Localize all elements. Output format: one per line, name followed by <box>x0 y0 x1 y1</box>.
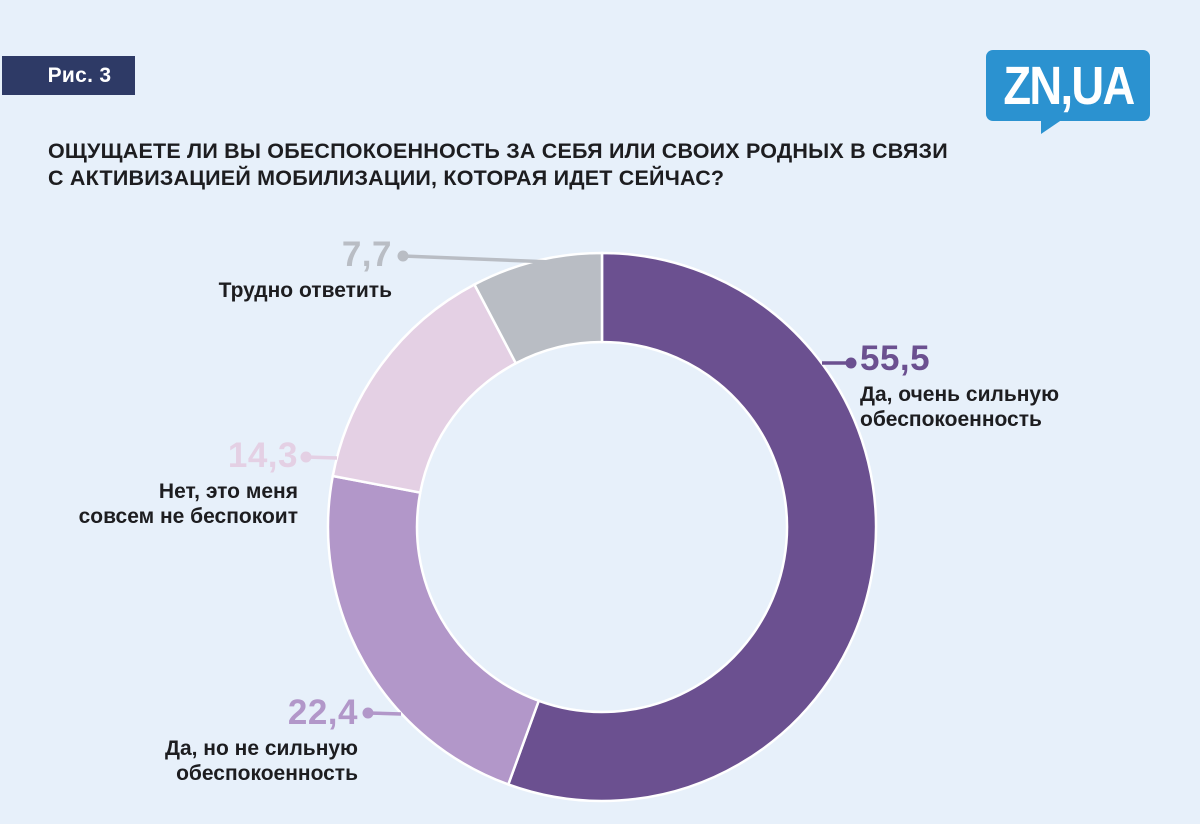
callout-not-worried <box>79 437 298 529</box>
segment-label <box>165 736 358 786</box>
segment-value: 7,7 <box>341 235 392 274</box>
callout-very-strong-worry <box>860 340 1059 432</box>
callout-hard-to-answer <box>219 236 392 303</box>
callout-dot-2 <box>301 452 312 463</box>
donut-segment-1 <box>328 476 539 784</box>
callout-line-3 <box>403 256 552 262</box>
segment-label-line: обеспокоенность <box>176 762 358 785</box>
callout-not-strong-worry <box>165 694 358 786</box>
segment-label-line: обеспокоенность <box>860 408 1042 431</box>
segment-label <box>219 278 392 303</box>
segment-label <box>860 382 1059 432</box>
segment-label-line: совсем не беспокоит <box>78 505 298 528</box>
segment-label-line: Трудно ответить <box>218 279 392 302</box>
segment-value: 55,5 <box>860 339 931 378</box>
segment-value: 14,3 <box>227 436 298 475</box>
segment-label-line: Да, но не сильную <box>165 737 358 760</box>
callout-dot-3 <box>398 251 409 262</box>
segment-label-line: Да, очень сильную <box>860 383 1060 406</box>
segment-value: 22,4 <box>287 693 358 732</box>
znua-logo-text: ZN,UA <box>1002 55 1134 116</box>
segment-label-line: Нет, это меня <box>158 480 298 503</box>
donut-segment-2 <box>333 285 516 493</box>
figure-badge-label: Рис. 3 <box>47 63 112 87</box>
chart-title-line1: ОЩУЩАЕТЕ ЛИ ВЫ ОБЕСПОКОЕННОСТЬ ЗА СЕБЯ ИЛИ СВОИХ РОДНЫХ В СВЯЗИ <box>48 139 948 163</box>
segment-label <box>79 479 298 529</box>
callout-dot-0 <box>846 358 857 369</box>
chart-title-line2: С АКТИВИЗАЦИЕЙ МОБИЛИЗАЦИИ, КОТОРАЯ ИДЕТ СЕЙЧАС? <box>48 166 725 190</box>
callout-dot-1 <box>363 708 374 719</box>
